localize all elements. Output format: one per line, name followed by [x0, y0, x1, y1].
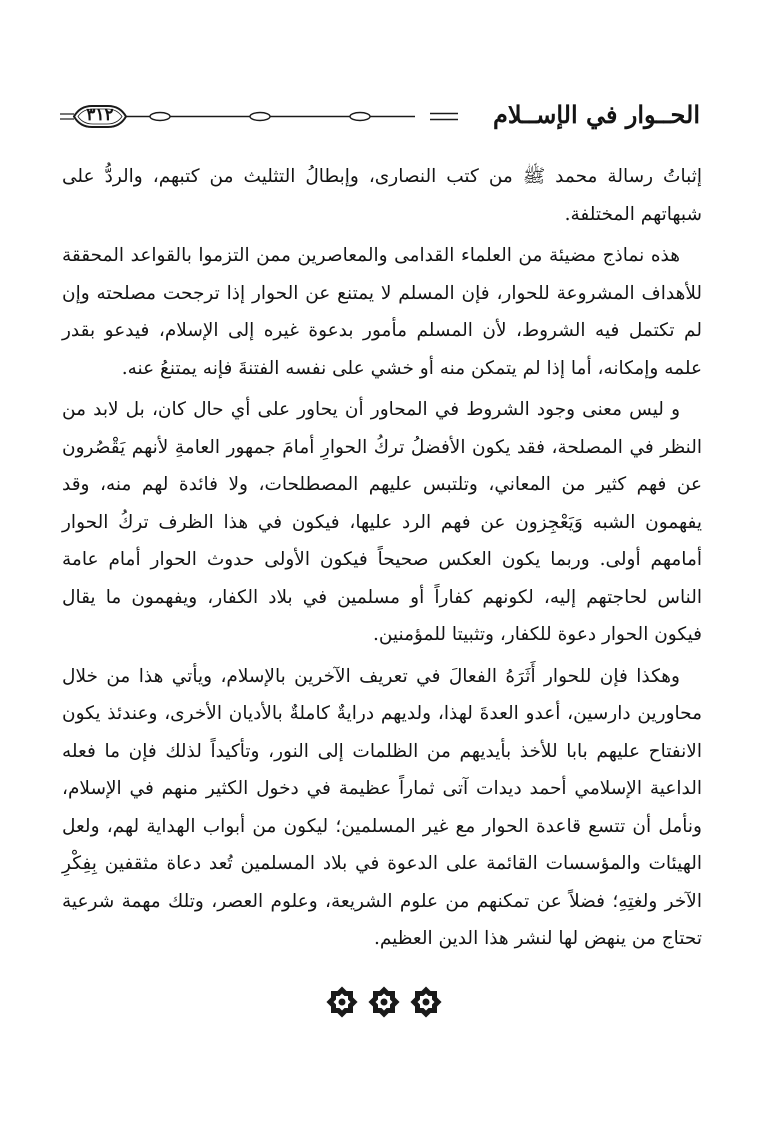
paragraph-1: إثباتُ رسالة محمد ﷺ من كتب النصارى، وإبطالُ التثليث من كتبهم، والردُّ على شبهاتهم المختلفة.: [62, 166, 702, 225]
page-header: [60, 92, 700, 152]
three-star-ornament: [322, 985, 446, 1019]
paragraph-3: و ليس معنى وجود الشروط في المحاور أن يحاور على أي حال كان، بل لابد من النظر في المصلحة، فقد يكون الأفضلُ تركُ الحوارِ أمامَ جمهور العامةِ لأنهم يَقْصُرون عن فهم كثير من المعاني، وتلتبس عليهم المصطلحات، ولا فائدة لهم منه، وقد يفهمون الشبه وَيَعْجِزون عن فهم الرد عليها، فيكون في هذا الظرف تركُ الحوار أمامهم أولى. وربما يكون العكس صحيحاً فيكون الأولى حدوث الحوار أمام عامة الناس لحاجتهم إليه، لكونهم كفاراً أو مسلمين في بلاد الكفار، ويفهمون ما يقال فيكون الحوار دعوة للكفار، وتثبيتا للمؤمنين.: [62, 399, 702, 645]
header-line-ornament: [60, 102, 520, 132]
paragraph-4: وهكذا فإن للحوار أَثَرَهُ الفعالَ في تعريف الآخرين بالإسلام، ويأتي هذا من خلال محاورين دارسين، أعدو العدةَ لهذا، ولديهم درايةٌ كاملةٌ بالأديان الأخرى، وعندئذ يكون الانفتاح عليهم بابا للأخذ بأيديهم من الظلمات إلى النور، وتأكيداً لذلك فإن ما فعله الداعية الإسلامي أحمد ديدات آتى ثماراً عظيمة في دخول الكثير منهم في الإسلام، ونأمل أن تتسع قاعدة الحوار مع غير المسلمين؛ ليكون من أبواب الهداية لهم، ولعل الهيئات والمؤسسات القائمة على الدعوة في بلاد المسلمين تُعد دعاة مثقفين بِفِكْرِ الآخر ولغتِهِ؛ فضلاً عن تمكنهم من علوم الشريعة، وعلوم العصر، وتلك مهمة شرعية تحتاج من ينهض لها لنشر هذا الدين العظيم.: [62, 665, 702, 949]
paragraph-2: هذه نماذج مضيئة من العلماء القدامى والمعاصرين ممن التزموا بالقواعد المحققة للأهداف المشروعة للحوار، فإن المسلم لا يمتنع عن الحوار إذا ترجحت مصلحته وإن لم تكتمل فيه الشروط، لأن المسلم مأمور بدعوة غيره إلى الإسلام، فيدعو بقدر علمه وإمكانه، أما إذا لم يتمكن منه أو خشي على نفسه الفتنةَ فإنه يمتنعُ عنه.: [62, 245, 702, 379]
star-ornament-3: [410, 986, 441, 1017]
running-title: الحــوار في الإســلام: [492, 100, 700, 129]
star-ornament-2: [368, 986, 399, 1017]
body-text: [62, 158, 702, 962]
page-number: ٣١٢: [86, 105, 114, 125]
star-ornament-1: [326, 986, 357, 1017]
